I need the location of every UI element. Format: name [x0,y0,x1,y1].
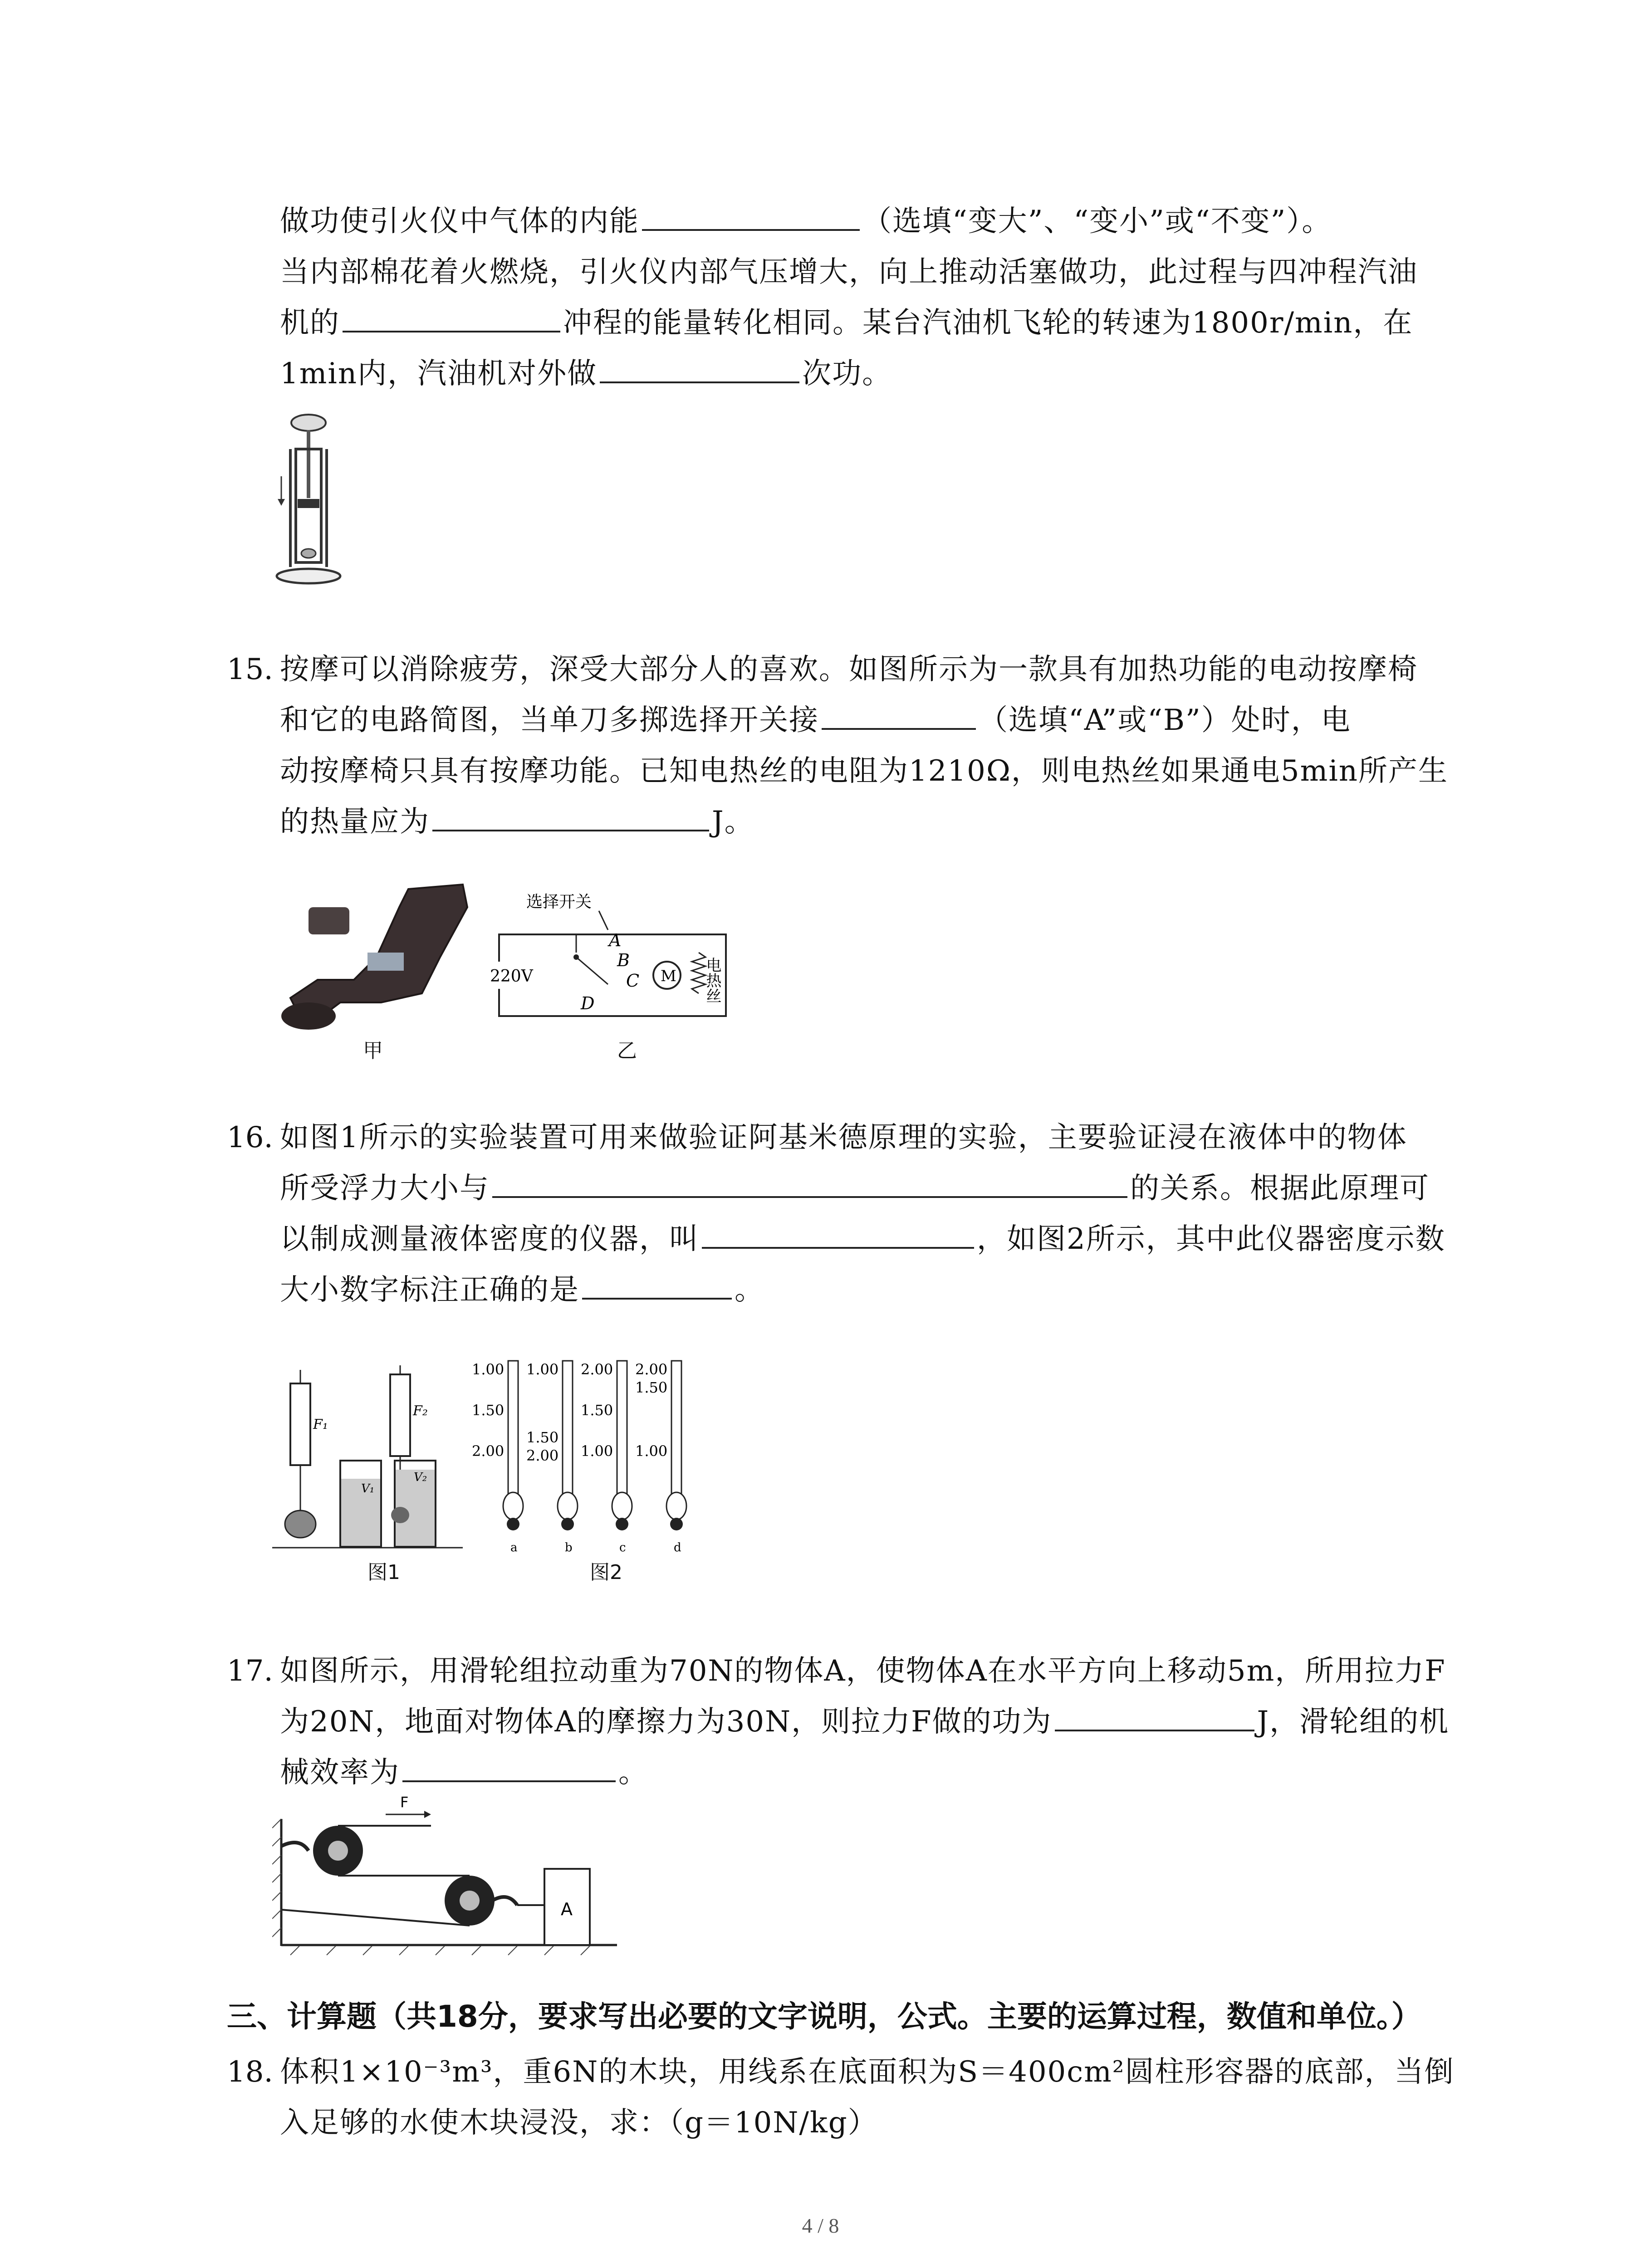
q16-text: 大小数字标注正确的是 [280,1273,579,1307]
q16-number: 16. [227,1121,273,1154]
hydrometer-d-bottom: 1.00 [635,1442,668,1460]
q15-text: 的热量应为 [280,805,430,839]
hydrometer-a-bottom: 2.00 [472,1442,505,1460]
hydrometer-b-mid: 1.50 [526,1429,559,1446]
hydrometer-d [635,1361,686,1554]
q17-blank-2[interactable] [402,1749,616,1782]
q15-text: （选填“A”或“B”）处时，电 [979,704,1351,737]
q17-line-1: 如图所示，用滑轮组拉动重为70N的物体A，使物体A在水平方向上移动5m，所用拉力F [280,1654,1446,1688]
q16-text: 所受浮力大小与 [280,1172,490,1205]
hydrometer-a-label: a [510,1541,518,1554]
hydrometer-d-label: d [674,1541,681,1554]
switch-label: 选择开关 [526,893,592,911]
force-f2-label: F₂ [413,1403,428,1419]
terminal-b-label: B [617,950,630,970]
hydrometer-b-bottom: 2.00 [526,1447,559,1464]
terminal-a-label: A [609,930,622,950]
q16-line-3 [280,1214,1445,1265]
q14-text: 做功使引火仪中气体的内能 [280,205,639,238]
q15-line-2 [280,695,1351,746]
volume-v1-label: V₁ [361,1482,375,1496]
massage-chair-image [272,880,481,1039]
q16-blank-3[interactable] [582,1266,732,1300]
q17-text: 械效率为 [280,1756,400,1789]
q16-line-4 [280,1265,764,1315]
fire-syringe-figure [272,413,345,594]
q14-line-3 [280,298,1413,348]
archimedes-apparatus-figure [272,1365,472,1569]
q15-number: 15. [227,653,273,686]
q14-text: 次功。 [802,357,892,391]
q16-line-1: 如图1所示的实验装置可用来做验证阿基米德原理的实验，主要验证浸在液体中的物体 [280,1121,1407,1154]
hydrometer-b [526,1361,578,1554]
q16-blank-2[interactable] [702,1215,974,1249]
q14-text: 1min内，汽油机对外做 [280,357,598,391]
q14-text: 机的 [280,306,340,340]
hydrometer-b-label: b [565,1541,573,1554]
q16-text: 的关系。根据此原理可 [1130,1172,1430,1205]
q15-text: J。 [712,805,754,839]
q16-line-2 [280,1163,1430,1214]
hydrometer-d-top: 2.00 [635,1361,668,1378]
page-number: 4 / 8 [802,2214,839,2237]
hydrometer-a-top: 1.00 [472,1361,505,1378]
volume-v2-label: V₂ [414,1471,427,1484]
terminal-c-label: C [626,971,640,991]
q15-text: 和它的电路简图，当单刀多掷选择开关接 [280,704,819,737]
q18-number: 18. [227,2055,273,2089]
q14-text: （选填“变大”、“变小”或“不变”）。 [862,205,1332,238]
hydrometer-d-mid: 1.50 [635,1379,668,1396]
pulley-system-figure [272,1796,617,1960]
figure-caption-yi: 乙 [617,1039,637,1062]
q15-line-1: 按摩可以消除疲劳，深受大部分人的喜欢。如图所示为一款具有加热功能的电动按摩椅 [280,653,1418,686]
q16-text: 。 [735,1273,764,1307]
q18-line-2: 入足够的水使木块浸没，求：（g＝10N/kg） [280,2106,878,2140]
q17-text: 为20N，地面对物体A的摩擦力为30N，则拉力F做的功为 [280,1705,1052,1739]
motor-symbol: M [661,967,676,985]
q16-blank-1[interactable] [492,1164,1127,1198]
terminal-d-label: D [581,993,595,1013]
q17-line-2 [280,1696,1449,1747]
hydrometer-c-top: 2.00 [581,1361,613,1378]
hydrometer-b-top: 1.00 [526,1361,559,1378]
circuit-diagram [490,889,744,1030]
q18-line-1: 体积1×10⁻³m³，重6N的木块，用线系在底面积为S＝400cm²圆柱形容器的底部，当倒 [280,2055,1455,2089]
q15-line-4 [280,797,754,847]
figure-2-caption: 图2 [590,1561,622,1584]
block-a-label: A [561,1899,573,1919]
q15-line-3: 动按摩椅只具有按摩功能。已知电热丝的电阻为1210Ω，则电热丝如果通电5min所产生 [280,754,1449,788]
q14-line-1 [280,196,1332,247]
hydrometer-c-mid: 1.50 [581,1402,613,1419]
hydrometer-c-bottom: 1.00 [581,1442,613,1460]
q15-blank-1[interactable] [822,696,976,730]
heater-label: 电热丝 [703,957,721,1003]
q16-text: ，如图2所示，其中此仪器密度示数 [977,1222,1445,1256]
q17-text: J，滑轮组的机 [1257,1705,1450,1739]
voltage-label: 220V [490,967,533,986]
hydrometer-figure [467,1356,703,1556]
q14-blank-1[interactable] [642,197,860,231]
hydrometer-a-mid: 1.50 [472,1402,505,1419]
figure-1-caption: 图1 [367,1561,400,1584]
q16-text: 以制成测量液体密度的仪器，叫 [280,1222,699,1256]
q15-blank-2[interactable] [432,798,709,831]
force-f1-label: F₁ [313,1417,328,1432]
hydrometer-a [472,1361,523,1554]
hydrometer-c-label: c [619,1541,626,1554]
q14-line-2: 当内部棉花着火燃烧，引火仪内部气压增大，向上推动活塞做功，此过程与四冲程汽油 [280,255,1418,289]
q17-text: 。 [618,1756,648,1789]
q17-blank-1[interactable] [1055,1698,1254,1731]
figure-caption-jia: 甲 [363,1039,383,1062]
section-3-heading: 三、计算题（共18分，要求写出必要的文字说明，公式。主要的运算过程，数值和单位。） [227,1999,1421,2034]
q17-number: 17. [227,1654,273,1688]
q14-blank-3[interactable] [600,350,799,383]
hydrometer-c [581,1361,632,1554]
q14-blank-2[interactable] [343,299,560,332]
q14-text: 冲程的能量转化相同。某台汽油机飞轮的转速为1800r/min，在 [563,306,1413,340]
force-f-label: F [400,1796,409,1811]
q17-line-3 [280,1747,648,1798]
q14-line-4 [280,348,892,399]
